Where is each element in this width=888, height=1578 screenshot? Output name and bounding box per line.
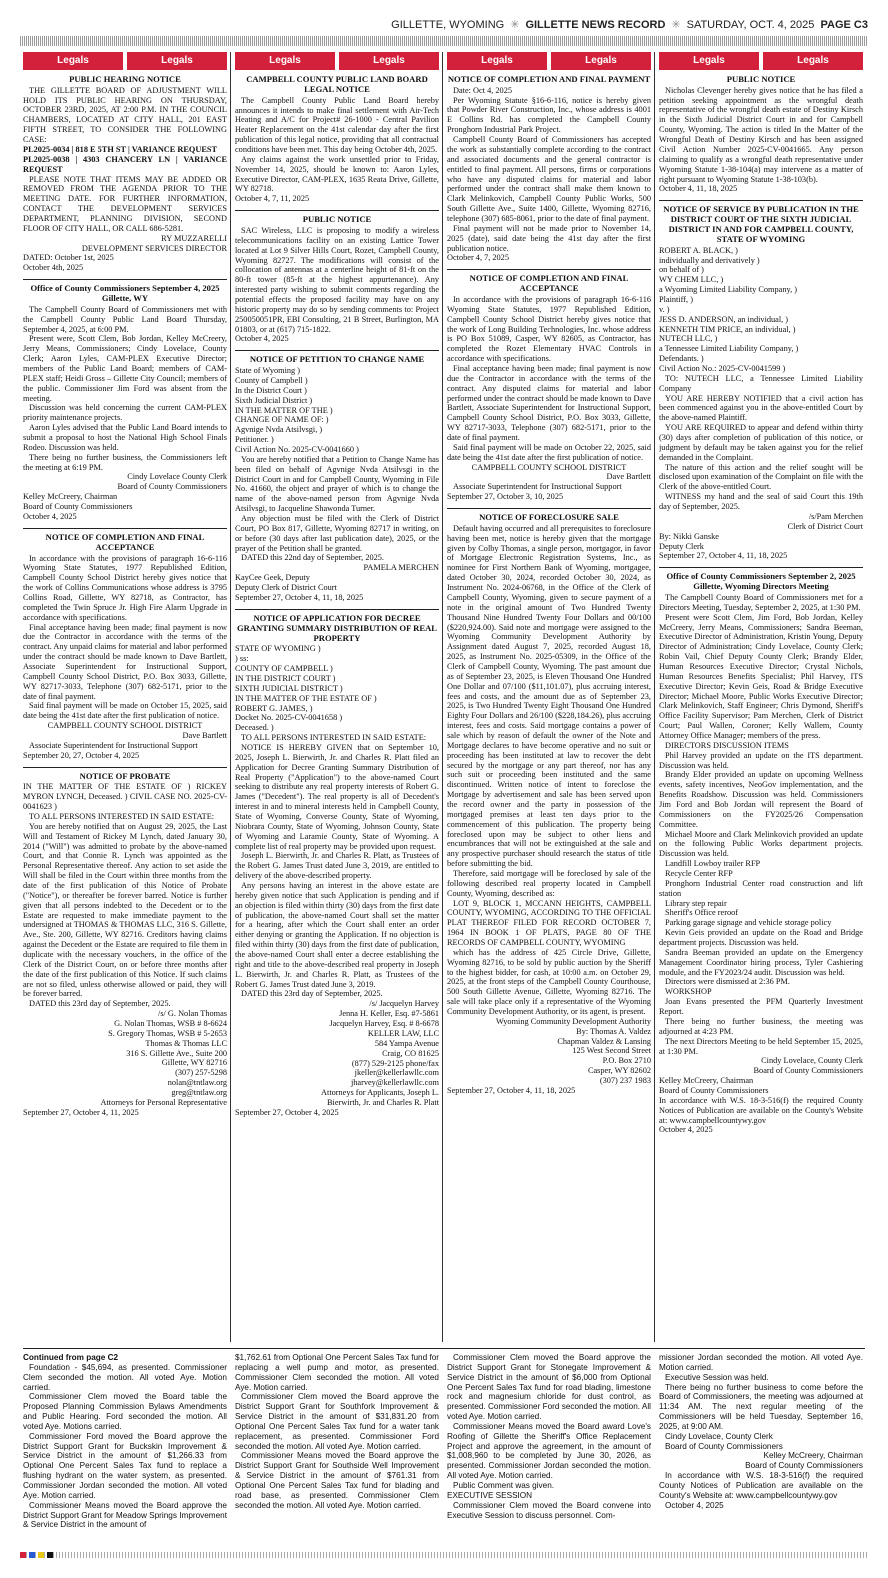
- notice-signature: Associate Superintendent for Instructional Support: [29, 740, 198, 750]
- notice-signature: Deputy Clerk of District Court: [235, 583, 337, 593]
- caption-line: JESS D. ANDERSON, an individual, ): [659, 314, 789, 324]
- minutes-paragraph: Executive Session was held.: [665, 1372, 769, 1382]
- notice-paragraph: PL2025-0038 | 4303 CHANCERY LN | VARIANCE REQUEST: [23, 154, 227, 174]
- notice-paragraph: Sandra Beeman provided an update on the Emergency Management Coordinator hiring process, Tyler Cashiering module, and the FY2023/24 audit. Discussion was held.: [659, 947, 863, 977]
- project-item: Pronghorn Industrial Center road construction and lift station: [659, 878, 863, 898]
- notice-paragraph: You are hereby notified that on August 29, 2025, the Last Will and Testament of Rickey M Lynch, dated January 30, 2014 ("Will") was admitted to probate by the above-named Court, and that Connie R. Lynch was appointed as the Personal Representative thereof. Any action to set aside the Will shall be filed in the Court within three months from the date of the first publication of this Notice of Probate ("Notice"), or thereafter be forever barred. Notice is further given that all persons indebted to the Decedent or to the Estate are requested to make immediate payment to the undersigned at THOMAS & THOMAS LLC, 316 S. Gillette, Ave., Ste. 200, Gillette, WY 82716. Creditors having claims against the Decedent or the Estate are required to file them in duplicate with the necessary vouchers, in the office of the Clerk of the District Court, on or before three months after the date of the first publication of this Notice. If such claims are not so filed, unless otherwise allowed or paid, they will be forever barred.: [23, 821, 227, 999]
- banner-label: Legals: [551, 52, 651, 70]
- signature-line: /s/ G. Nolan Thomas: [158, 1009, 227, 1019]
- project-item: Recycle Center RFP: [665, 869, 733, 879]
- banner-label: Legals: [763, 52, 863, 70]
- notice-paragraph: NOTICE IS HEREBY GIVEN that on September 10, 2025, Joseph L. Bierwirth, Jr. and Charles R. Platt filed an Application for Decree Granting Summary Distribution of Real Property ("Application") to the above-named Court seeking to distribute any real property interests of Robert G. James ("Decedent"). The real property is all of Decedent's interest in and to mineral interests held in Campbell County, State of Wyoming, Converse County, State of Wyoming, Niobrara County, State of Wyoming, Johnson County, State of Wyoming and Laramie County, State of Wyoming. A complete list of real property may be provided upon request.: [235, 743, 439, 851]
- caption-line: STATE OF WYOMING ): [235, 644, 321, 654]
- publication-dates: September 27, October 3, 10, 2025: [447, 492, 564, 502]
- banner-label: Legals: [23, 52, 123, 70]
- banner-label: Legals: [127, 52, 227, 70]
- signature-line: jkeller@kellerlawllc.com: [354, 1068, 439, 1078]
- caption-line: Deceased. ): [235, 723, 274, 733]
- notice-signature: DEVELOPMENT SERVICES DIRECTOR: [81, 243, 227, 253]
- signature-line: /s/ Jacquelyn Harvey: [369, 999, 439, 1009]
- publication-dates: September 27, October 4, 11, 18, 2025: [235, 592, 364, 602]
- minutes-paragraph: Foundation - $45,694, as presented. Commissioner Clem seconded the motion. All voted Aye. Motion carried.: [23, 1362, 227, 1392]
- sac-wireless-notice: [235, 215, 439, 344]
- notice-paragraph: Campbell County Board of Commissioners has accepted the work as substantially complete according to the contract and associated documents and the general contractor is entitled to final payment. All persons, firms or corporations who have any disputed claims for material and labor performed under the contract shall make them known to Clark Melinkovich, Campbell County Public Works, 500 South Gillette Ave., Suite 1400, Gillette, Wyoming 82716, telephone (307) 685-8061, prior to the date of final payment.: [447, 135, 651, 223]
- column-3: [447, 52, 651, 1342]
- notice-signature: Dave Bartlett: [606, 472, 651, 482]
- notice-title: PUBLIC NOTICE: [302, 214, 372, 225]
- column-4: [659, 52, 863, 1342]
- notice-title: NOTICE OF FORECLOSURE SALE: [479, 512, 619, 523]
- minutes-paragraph: Commissioner Means moved the Board approve the District Support Grant for Southside Well Improvement & Service District in the amount of $761.31 from Optional One Percent Sales Tax fund for blading and road base, as presented. Commissioner Clem seconded the motion. All voted Aye. Motion carried.: [235, 1451, 439, 1510]
- notice-divider: [235, 210, 439, 211]
- notice-title: NOTICE OF PETITION TO CHANGE NAME: [249, 354, 425, 365]
- caption-line: v. ): [659, 304, 670, 314]
- separator-icon: ✳: [510, 19, 520, 31]
- caption-line: WY CHEM LLC, ): [659, 275, 724, 285]
- notice-signature: KayCee Geek, Deputy: [235, 573, 310, 583]
- notice-paragraph: DATED this 23rd day of September, 2025.: [241, 989, 383, 999]
- caption-line: NUTECH LLC, ): [659, 334, 718, 344]
- publication-dates: September 27, October 4, 11, 18, 2025: [447, 1085, 576, 1095]
- notice-signature: /s/Pam Merchen: [808, 511, 863, 521]
- continued-minutes-section: [23, 1348, 865, 1546]
- signature-line: Craig, CO 81625: [382, 1048, 439, 1058]
- notice-title: NOTICE OF PROBATE: [79, 770, 171, 781]
- column-2: [235, 52, 439, 1342]
- directors-meeting-minutes: [659, 572, 863, 1135]
- publication-dates: October 4, 11, 18, 2025: [659, 184, 738, 194]
- signature-line: (877) 529-2125 phone/fax: [351, 1058, 439, 1068]
- notice-paragraph: Brandy Elder provided an update on upcoming Wellness events, safety incentives, NeoGov implementation, and the Benefits Roadshow. Discussion was held. Commissioners Jim Ford and Bob Jordan will represent the Board of Commissioners on the FY2025/26 Compensation Committee.: [659, 770, 863, 829]
- minutes-paragraph: Commissioner Means moved the Board award Love's Roofing of Gillette the Sheriff's Office Replacement Project and approve the agreement, in the amount of $1,008,960 to be completed by June 30, 2026, as presented. Commissioner Jordan seconded the motion. All voted Aye. Motion carried.: [447, 1421, 651, 1481]
- notice-signature: Deputy Clerk: [659, 541, 704, 551]
- bottom-column-4: [659, 1353, 863, 1543]
- banner-label: Legals: [235, 52, 335, 70]
- notice-paragraph: Any claims against the work unsettled prior to Friday, November 14, 2025, should be known to: Aaron Lyles, Executive Director, CAM-PLEX, 1635 Reata Drive, Gillette, WY 82718.: [235, 154, 439, 194]
- minutes-heading: EXECUTIVE SESSION: [447, 1490, 533, 1500]
- notice-paragraph: THE GILLETTE BOARD OF ADJUSTMENT WILL HOLD ITS PUBLIC HEARING ON THURSDAY, OCTOBER 23RD, 2025, AT 2:00 P.M. IN THE COUNCIL CHAMBERS, LOCATED AT CITY HALL, 201 EAST FIFTH STREET, TO CONSIDER THE FOLLOWING CASE:: [23, 85, 227, 145]
- public-land-board-notice: [235, 75, 439, 204]
- notice-signature: PAMELA MERCHEN: [363, 563, 439, 573]
- caption-line: In the District Court ): [235, 385, 307, 395]
- notice-paragraph: Present were, Scott Clem, Bob Jordan, Kelley McCreery, Jerry Means, Commissioners; Cindy Lovelace, County Clerk; Aaron Lyles, CAM-PLEX Executive Director; members of the Public Land Board; members of CAM-PLEX staff; Heidi Gross – Gillette City Council; members of the public. Commissioner Jim Ford was absent from the meeting.: [23, 334, 227, 403]
- header-paper: GILLETTE NEWS RECORD: [525, 19, 666, 31]
- signature-line: Casper, WY 82602: [587, 1066, 651, 1076]
- notice-paragraph: WITNESS my hand and the seal of said Court this 19th day of September, 2025.: [659, 492, 863, 512]
- signature-line: Jenna H. Keller, Esq. #7-5861: [339, 1009, 439, 1019]
- signature-line: Wyoming Community Development Authority: [495, 1016, 651, 1026]
- signature-line: (307) 257-5298: [175, 1068, 227, 1078]
- signature-line: Gillette, WY 82716: [161, 1058, 227, 1068]
- notice-divider: [23, 767, 227, 768]
- publication-dates: October 4th, 2025: [23, 263, 84, 273]
- caption-line: on behalf of ): [659, 265, 704, 275]
- notice-signature: Kelley McCreery, Chairman: [23, 492, 118, 502]
- notice-paragraph: Said final payment will be made on October 22, 2025, said date being the 41st date after the first publication of notice.: [447, 442, 651, 462]
- legals-banner: [447, 52, 651, 70]
- signature-line: 316 S. Gillette Ave., Suite 200: [126, 1048, 227, 1058]
- notice-paragraph: In accordance with the provisions of paragraph 16-6-116 Wyoming State Statutes, 1977 Republished Edition, Campbell County School District hereby gives notice that the work of Long Building Technologies, Inc. whose address is PO Box 51089, Casper, WY 82605, as Contractor, has completed the Rozet Elementary HVAC Controls in accordance with specifications.: [447, 294, 651, 364]
- publication-dates: September 27, October 4, 11, 2025: [23, 1107, 139, 1117]
- notice-paragraph: YOU ARE REQUIRED to appear and defend within thirty (30) days after completion of publication of this notice, or judgment by default may be taken against you for the relief demanded in the Complaint.: [659, 423, 863, 462]
- notice-title: Office of County Commissioners September 4, 2025 Gillette, WY: [30, 283, 220, 303]
- notice-paragraph: which has the address of 425 Circle Drive, Gillette, Wyoming 82716, to be sold by public auction by the Sheriff to the highest bidder, for cash, at 10:00 a.m. on October 29, 2025, at the front steps of the Campbell County Courthouse, 500 South Gillette Avenue, Gillette, Wyoming 82716. The sale will take place only if a representative of the Wyoming Community Development Authority, or its agent, is present.: [447, 947, 651, 1017]
- signature-line: Jacquelyn Harvey, Esq. # 8-6678: [329, 1019, 439, 1029]
- notice-paragraph: PL2025-0034 | 818 E 5TH ST | VARIANCE REQUEST: [23, 144, 218, 154]
- caption-line: individually and derivatively ): [659, 255, 760, 265]
- notice-date: Date: Oct 4, 2025: [453, 85, 512, 95]
- caption-line: a Wyoming Limited Liability Company, ): [659, 285, 797, 295]
- notice-dated: DATED: October 1st, 2025: [23, 253, 114, 263]
- notice-divider: [23, 528, 227, 529]
- notice-title: NOTICE OF SERVICE BY PUBLICATION IN THE DISTRICT COURT OF THE SIXTH JUDICIAL DISTRICT IN AND FOR CAMPBELL COUNTY, STATE OF WYOMING: [663, 204, 859, 244]
- summary-distribution-notice: [235, 614, 439, 1118]
- header-page: PAGE C3: [820, 19, 868, 31]
- publication-dates: October 4, 2025: [659, 1125, 713, 1135]
- minutes-paragraph: Commissioner Ford moved the Board approve the District Support Grant for Buckskin Improvement & Service District in the amount of $1,266.33 from Optional One Percent Sales Tax fund to replace a flushing hydrant on the water system, as presented. Commissioner Jordan seconded the motion. All voted Aye. Motion carried.: [23, 1431, 227, 1500]
- caption-line: IN THE MATTER OF THE ): [235, 405, 333, 415]
- notice-paragraph: Final acceptance having been made; final payment is now due the Contractor in accordance with the terms of the contract. Any unpaid claims for material and labor performed under the contract should be made known to Dave Bartlett, Associate Superintendent for Instructional Support, Campbell County School District, P.O. Box 3033, Gillette, WY 82717-3033, Telephone (307) 682-5171, prior to the date of final payment.: [23, 622, 227, 701]
- signature-line: Bierwirth, Jr. and Charles R. Platt: [327, 1097, 439, 1107]
- registration-swatch: [20, 1552, 26, 1558]
- minutes-signature: Board of County Commissioners: [665, 1441, 783, 1451]
- notice-paragraph: Final acceptance having been made; final payment is now due the Contractor in accordance with the terms of the contract. Any disputed claims for material and labor performed under the contract should be made known to Dave Bartlett, Associate Superintendent for Instructional Support, Campbell County School District, P.O. Box 3033, Gillette, WY 82717-3033, Telephone (307) 682-5171, prior to the date of final payment.: [447, 364, 651, 443]
- minutes-signature: Board of County Commissioners: [745, 1461, 863, 1471]
- project-item: Landfill Lowboy trailer RFP: [665, 859, 761, 869]
- signature-line: KELLER LAW, LLC: [367, 1028, 439, 1038]
- notice-paragraph: DATED this 23rd day of September, 2025.: [29, 999, 171, 1009]
- notice-signature: Board of County Commissioners: [23, 502, 133, 512]
- project-item: Sheriff's Office reroof: [665, 908, 739, 918]
- notice-title: NOTICE OF COMPLETION AND FINAL ACCEPTANCE: [469, 273, 629, 294]
- notice-paragraph: The next Directors Meeting to be held September 15, 2025, at 1:30 PM.: [659, 1036, 863, 1056]
- notice-paragraph: In accordance with the provisions of paragraph 16-6-116 Wyoming State Statutes, 1977 Republished Edition, Campbell County School District hereby gives notice that the work of Collins Communications whose address is 3795 Collins Road, Gillette, WY 82718, as Contractor, has completed the Twin Spruce Jr. High Fire Alarm Upgrade in accordance with specifications.: [23, 553, 227, 622]
- signature-line: jharvey@kellerlawllc.com: [350, 1078, 439, 1088]
- notice-paragraph: LOT 9, BLOCK 1, MCCANN HEIGHTS, CAMPBELL COUNTY, WYOMING, ACCORDING TO THE OFFICIAL PLAT THEREOF FILED FOR RECORD OCTOBER 7, 1964 IN BOOK 1 OF PLATS, PAGE 80 OF THE RECORDS OF CAMPBELL COUNTY, WYOMING: [447, 898, 651, 947]
- notice-divider: [447, 508, 651, 509]
- notice-paragraph: Any objection must be filed with the Clerk of District Court, PO Box 817, Gillette, Wyoming 82717 in writing, on or before (30 days after last publication date), 2025, or the prayer of the Petition shall be granted.: [235, 514, 439, 553]
- notice-paragraph: SAC Wireless, LLC is proposing to modify a wireless telecommunications facility on an existing Lattice Tower located at Lot 9 Silver Hills Court, Rozet, Campbell County, Wyoming 82727. The modifications will consist of the collocation of antennas at a centerline height of 81-ft on the 80-ft tower (85-ft at the highest appurtenance). Any interested party wishing to submit comments regarding the potential effects the proposed facility may have on any historic property may do so by sending comments to: Project 250050051PR, EBI Consulting, 21 B Street, Burlington, MA 01803, or at (617) 715-1822.: [235, 225, 439, 334]
- signature-line: Attorneys for Applicants, Joseph L.: [321, 1088, 439, 1098]
- notice-title: CAMPBELL COUNTY PUBLIC LAND BOARD LEGAL NOTICE: [246, 73, 428, 94]
- caption-line: ROBERT G. JAMES, ): [235, 703, 313, 713]
- caption-line: SIXTH JUDICIAL DISTRICT ): [235, 683, 343, 693]
- separator-icon: ✳: [671, 19, 681, 31]
- notice-signature: Kelley McCreery, Chairman: [659, 1076, 754, 1086]
- page-header: [20, 18, 868, 34]
- caption-line: IN THE MATTER OF THE ESTATE OF ): [235, 693, 377, 703]
- notice-divider: [235, 609, 439, 610]
- header-city: GILLETTE, WYOMING: [391, 19, 505, 31]
- column-divider: [442, 52, 443, 1342]
- minutes-paragraph: In accordance with W.S. 18-3-516(f) the required County Notices of Publication are available on the County's Website at: www.campbellcountywy.gov: [659, 1471, 863, 1500]
- continued-label: Continued from page C2: [23, 1353, 119, 1362]
- notice-title: PUBLIC NOTICE: [726, 73, 796, 84]
- foreclosure-notice: [447, 513, 651, 1096]
- footer-rule: [20, 1552, 868, 1558]
- name-change-notice: [235, 355, 439, 603]
- column-1: [23, 52, 227, 1342]
- column-divider: [230, 52, 231, 1342]
- notice-paragraph: There being no further business, the meeting was adjourned at 4:23 PM.: [659, 1016, 863, 1036]
- notice-paragraph: Directors were dismissed at 2:36 PM.: [665, 977, 790, 987]
- notice-signature: CAMPBELL COUNTY SCHOOL DISTRICT: [47, 721, 203, 731]
- caption-line: IN THE DISTRICT COURT ): [235, 673, 336, 683]
- notice-paragraph: The nature of this action and the relief sought will be disclosed upon examination of the Complaint on file with the Clerk of the above-entitled Court.: [659, 462, 863, 492]
- notice-signature: Dave Bartlett: [182, 730, 227, 740]
- notice-paragraph: The Campbell County Board of Commissioners met for a Directors Meeting, Tuesday, September 2, 2025, at 1:30 PM.: [659, 592, 863, 612]
- caption-line: Civil Action No. 2025-CV-0041660 ): [235, 445, 359, 455]
- signature-line: P.O. Box 2710: [602, 1056, 651, 1066]
- signature-line: G. Nolan Thomas, WSB # 8-6624: [114, 1019, 227, 1029]
- bottom-column-2: [235, 1353, 439, 1543]
- project-item: Library step repair: [665, 898, 727, 908]
- banner-label: Legals: [339, 52, 439, 70]
- notice-paragraph: Nicholas Clevenger hereby gives notice that he has filed a petition seeking appointment as the wrongful death representative of the wrongful death estate of Destiny Kirsch in the Sixth Judicial District Court in and for Campbell County, Wyoming. The action is titled In the Matter of the Wrongful Death of Destiny Kirsch and has been assigned Civil Action Number 2025-CV-0041665. Any person claiming to qualify as a wrongful death representative under Wyoming Statute 1-38-104(a) may intervene as a matter of right pursuant to Wyoming Statute 1-38-103(b).: [659, 85, 863, 184]
- caption-line: County of Campbell ): [235, 376, 308, 386]
- notice-signature: Board of County Commissioners: [659, 1085, 769, 1095]
- signature-line: (307) 237 1983: [599, 1076, 651, 1086]
- minutes-signature: Cindy Lovelace, County Clerk: [665, 1431, 773, 1441]
- notice-paragraph: Present were Scott Clem, Jim Ford, Bob Jordan, Kelley McCreery, Jerry Means, Commissioners; Sandra Beeman, Executive Director of Administration, Kristin Young, Deputy Director of Administration; Cindy Lovelace, County Clerk; Robin Vail, Chief Deputy County Clerk; Brandy Elder, Human Resources Executive Director; Crystal Nichols, Human Resources Benefits Specialist; Phil Harvey, ITS Executive Director; Kevin Geis, Road & Bridge Executive Director; Michael Moore, Public Works Executive Director; Clark Melinkovich, Staff Engineer; Chris Dymond, Sheriff's Office Facility Supervisor; Pam Merchen, Clerk of District Court; Paul Wallen, Coroner; Kelly Wallem, County Attorney Office Manager; members of the press.: [659, 612, 863, 740]
- notice-signature: CAMPBELL COUNTY SCHOOL DISTRICT: [471, 462, 627, 472]
- registration-swatch: [38, 1552, 44, 1558]
- notice-signature: Board of County Commissioners: [117, 482, 227, 492]
- notice-paragraph: TO ALL PERSONS INTERESTED IN SAID ESTATE:: [29, 812, 215, 821]
- caption-line: Petitioner. ): [235, 435, 274, 445]
- caption-line: CHANGE OF NAME OF: ): [235, 415, 329, 425]
- banner-label: Legals: [447, 52, 547, 70]
- signature-line: nolan@tntlaw.org: [167, 1078, 227, 1088]
- signature-line: 584 Yampa Avenue: [374, 1038, 439, 1048]
- minutes-paragraph: There being no further business to come before the Board of Commissioners, the meeting was adjourned at 11:34 AM. The next regular meeting of the Commissioners will be held Tuesday, September 16, 2025, at 9:00 AM.: [659, 1382, 863, 1431]
- legals-banner: [235, 52, 439, 70]
- caption-line: Docket No. 2025-CV-0041658 ): [235, 713, 343, 723]
- publication-dates: October 4, 2025: [23, 511, 77, 521]
- notice-paragraph: Default having occurred and all prerequisites to foreclosure having been met, notice is hereby given that the mortgage given by Colby Thomas, a single person, mortgagor, in favor of Mortgage Electronic Registration Systems, Inc., as nominee for First Northern Bank of Wyoming, mortgagee, dated October 30, 2024, recorded October 30, 2024, as Instrument No. 2024-06768, in the Office of the Clerk of Campbell County, Wyoming, given to secure payment of a note in the original amount of Two Hundred Twenty Thousand Nine Hundred Twenty Four Dollars and 00/100 ($220,924.00). Said note and mortgage were assigned to the Wyoming Community Development Authority by Assignment dated August 7, 2025, recorded August 18, 2025, as Instrument No. 2025-05309, in the Office of the Clerk of Campbell County, Wyoming. The past amount due as of September 23, 2025, is Eleven Thousand One Hundred One Dollar and 07/100 ($11,101.07), plus accruing interest, fees and costs, and the amount due as of September 23, 2025, is Two Hundred Twenty Eight Thousand One Hundred Eighty Four Dollars and 26/100 ($228,184.26), plus accruing interest, fees and costs. Said mortgage contains a power of sale which by reason of default the owner of the Note and Mortgage declares to have become operative and no suit or proceeding has been instituted at law to recover the debt secured by the mortgage or any part thereof, nor has any such suit or proceeding been instituted and the same discontinued. Written notice of intent to foreclose the Mortgage by advertisement and sale has been served upon the record owner and the party in possession of the mortgaged premises at least ten days prior to the commencement of this publication. The property being foreclosed upon may be subject to other liens and encumbrances that will not be extinguished at the sale and any prospective purchaser should research the status of title before submitting the bid.: [447, 523, 651, 869]
- notice-signature: Cindy Lovelace, County Clerk: [761, 1056, 863, 1066]
- notice-signature: Associate Superintendent for Instructional Support: [453, 482, 622, 492]
- notice-paragraph: Discussion was held concerning the current CAM-PLEX priority maintenance projects.: [23, 403, 227, 423]
- notice-paragraph: Joseph L. Bierwirth, Jr. and Charles R. Platt, as Trustees of the Robert G. James Trust dated June 3, 2019, are entitled to delivery of the above-described property.: [235, 851, 439, 881]
- header-date: SATURDAY, OCT. 4, 2025: [686, 19, 815, 31]
- banner-label: Legals: [659, 52, 759, 70]
- signature-line: Attorneys for Personal Representative: [100, 1097, 227, 1107]
- notice-paragraph: TO: NUTECH LLC, a Tennessee Limited Liability Company: [659, 373, 863, 393]
- notice-paragraph: YOU ARE HEREBY NOTIFIED that a civil action has been commenced against you in the above-entitled Court by the above-named Plaintiff.: [659, 393, 863, 423]
- completion-payment-notice: [447, 75, 651, 263]
- publication-dates: October 4, 7, 11, 2025: [235, 194, 310, 204]
- publication-dates: September 27, October 4, 2025: [235, 1107, 339, 1117]
- public-hearing-notice: [23, 75, 227, 273]
- caption-line: State of Wyoming ): [235, 366, 301, 376]
- notice-paragraph: WORKSHOP: [665, 987, 712, 997]
- notice-signature: By: Nikki Ganske: [659, 531, 719, 541]
- caption-line: KENNETH TIM PRICE, an individual, ): [659, 324, 796, 334]
- notice-paragraph: You are hereby notified that a Petition to Change Name has been filed on behalf of Agvnige Nvda Atsilvsgi in the District Court in and for Campbell County, Wyoming in File No. 41660, the object and prayer of which is to change the name of the above-named person from Agvnige Nvda Atsilvsgi, to Jacqueline Shawonda Turner.: [235, 454, 439, 514]
- signature-line: By: Thomas A. Valdez: [576, 1026, 651, 1036]
- minutes-paragraph: Commissioner Clem moved the Board table the Proposed Planning Commission Bylaws Amendments and Public Hearing. Ford seconded the motion. All voted Aye. Motions carried.: [23, 1392, 227, 1431]
- notice-title: NOTICE OF COMPLETION AND FINAL ACCEPTANCE: [45, 531, 205, 552]
- publication-dates: October 4, 2025: [665, 1500, 724, 1510]
- notice-paragraph: Final payment will not be made prior to November 14, 2025 (date), said date being the 41st day after the first publication notice.: [447, 223, 651, 253]
- minutes-paragraph: Public Comment was given.: [453, 1480, 555, 1490]
- header-rule: [20, 36, 868, 46]
- minutes-signature: Kelley McCreery, Chairman: [763, 1451, 863, 1461]
- notice-paragraph: DIRECTORS DISCUSSION ITEMS: [665, 740, 789, 750]
- notice-paragraph: The Campbell County Board of Commissioners met with the Campbell County Public Land Board Thursday, September 4, 2025, at 6:00 PM.: [23, 304, 227, 334]
- completion-acceptance-notice: [23, 533, 227, 761]
- completion-acceptance-notice: [447, 274, 651, 502]
- registration-swatch: [47, 1552, 53, 1558]
- caption-line: a Tennessee Limited Liability Company, ): [659, 344, 799, 354]
- publication-dates: September 27, October 4, 11, 18, 2025: [659, 551, 788, 561]
- notice-paragraph: Any persons having an interest in the above estate are hereby given notice that such Application is pending and if an objection is filed within thirty (30) days from the first date of publication, the above-named Court shall set the matter for a hearing, after which the Court shall enter an order either denying or granting the Application. If no objection is filed within thirty (30) days from the first date of publication, the above-named Court shall enter a decree establishing the right and title to the above-described real property in Joseph L. Bierwirth, Jr. and Charles R. Platt, as Trustees of the Robert G. James Trust dated June 3, 2019.: [235, 881, 439, 989]
- notice-divider: [235, 350, 439, 351]
- column-divider: [654, 52, 655, 1342]
- caption-line: Sixth Judicial District ): [235, 395, 313, 405]
- notice-paragraph: DATED this 22nd day of September, 2025.: [241, 553, 384, 563]
- minutes-paragraph: Commissioner Means moved the Board approve the District Support Grant for Meadow Springs Improvement & Service District in the amount of: [23, 1500, 227, 1530]
- notice-title: NOTICE OF APPLICATION FOR DECREE GRANTING SUMMARY DISTRIBUTION OF REAL PROPERTY: [236, 612, 438, 643]
- legals-banner: [23, 52, 227, 70]
- bottom-column-3: [447, 1353, 651, 1543]
- notice-divider: [23, 279, 227, 280]
- caption-line: ROBERT A. BLACK, ): [659, 245, 738, 255]
- notice-paragraph: The Campbell County Public Land Board hereby announces it intends to make final settlement with Air-Tech Heating and A/C for Project# 26-1000 - Central Pavilion Heater Replacement on the 41st calendar day after the first publication of this legal notice, providing that all contractual conditions have been met. This day being October 4th, 2025.: [235, 95, 439, 154]
- caption-line: Defendants. ): [659, 354, 704, 364]
- publication-dates: October 4, 2025: [235, 334, 289, 344]
- wrongful-death-notice: [659, 75, 863, 194]
- notice-paragraph: There being no further business, the Commissioners left the meeting at 6:19 PM.: [23, 452, 227, 472]
- probate-notice: [23, 772, 227, 1118]
- registration-swatch: [29, 1552, 35, 1558]
- case-caption: IN THE MATTER OF THE ESTATE OF ) RICKEY MYRON LYNCH, Deceased. ) CIVIL CASE NO. 2025-CV-0041623 ): [23, 782, 227, 812]
- publication-dates: September 20, 27, October 4, 2025: [23, 750, 140, 760]
- signature-line: Thomas & Thomas LLC: [145, 1038, 227, 1048]
- notice-title: Office of County Commissioners September 2, 2025 Gillette, Wyoming Directors Meeting: [666, 571, 856, 592]
- notice-paragraph: PLEASE NOTE THAT ITEMS MAY BE ADDED OR REMOVED FROM THE AGENDA PRIOR TO THE MEETING DATE. FOR FURTHER INFORMATION, CONTACT THE DEVELOPMENT SERVICES DEPARTMENT, PLANNING DIVISION, SECOND FLOOR OF CITY HALL, OR CALL 686-5281.: [23, 174, 227, 233]
- notice-title: NOTICE OF COMPLETION AND FINAL PAYMENT: [447, 73, 651, 84]
- caption-line: ) ss:: [235, 654, 249, 664]
- minutes-paragraph: missioner Jordan seconded the motion. All voted Aye. Motion carried.: [659, 1353, 863, 1372]
- caption-line: COUNTY OF CAMPBELL ): [235, 664, 333, 674]
- notice-paragraph: TO ALL PERSONS INTERESTED IN SAID ESTATE:: [241, 733, 427, 743]
- notice-paragraph: Aaron Lyles advised that the Public Land Board intends to submit a proposal to host the National High School Finals Rodeo. Discussion was held.: [23, 423, 227, 452]
- legals-banner: [659, 52, 863, 70]
- notice-signature: Cindy Lovelace County Clerk: [127, 472, 227, 482]
- signature-line: S. Gregory Thomas, WSB # 5-2653: [108, 1028, 227, 1038]
- notice-signature: Clerk of District Court: [787, 521, 863, 531]
- notice-paragraph: Said final payment will be made on October 15, 2025, said date being the 41st date after the first publication of notice.: [23, 701, 227, 721]
- notice-paragraph: Kevin Geis provided an update on the Road and Bridge department projects. Discussion was held.: [659, 928, 863, 948]
- bottom-column-1: [23, 1353, 227, 1543]
- notice-signature: RY MUZZARELLI: [161, 233, 227, 243]
- signature-line: greg@tntlaw.org: [171, 1088, 227, 1098]
- minutes-paragraph: $1,762.61 from Optional One Percent Sales Tax fund for replacing a well pump and motor, as presented. Commissioner Clem seconded the motion. All voted Aye. Motion carried.: [235, 1353, 439, 1392]
- notice-paragraph: Joan Evans presented the PFM Quarterly Investment Report.: [659, 997, 863, 1017]
- publication-dates: October 4, 7, 2025: [447, 253, 509, 263]
- caption-line: Plaintiff, ): [659, 295, 693, 305]
- caption-line: Agvnige Nvda Atsilvsgi, ): [235, 425, 323, 435]
- signature-line: Chapman Valdez & Lansing: [557, 1036, 651, 1046]
- notice-signature: Board of County Commissioners: [753, 1066, 863, 1076]
- notice-paragraph: Therefore, said mortgage will be foreclosed by sale of the following described real property located in Campbell County, Wyoming, described as:: [447, 868, 651, 898]
- minutes-paragraph: Commissioner Clem moved the Board approve the District Support Grant for Stonegate Improvement & Service District in the amount of $6,000 from Optional One Percent Sales Tax fund for road blading, limestone rock and magnesium chloride for dust control, as presented. Commissioner Ford seconded the motion. All voted Aye. Motion carried.: [447, 1353, 651, 1422]
- service-by-publication-notice: [659, 205, 863, 561]
- caption-line: Civil Action No.: 2025-CV-0041599 ): [659, 364, 786, 374]
- commissioners-minutes-notice: [23, 284, 227, 522]
- legals-columns: [23, 52, 865, 1342]
- signature-line: 125 West Second Street: [572, 1046, 651, 1056]
- notice-divider: [447, 269, 651, 270]
- minutes-paragraph: Commissioner Clem moved the Board convene into Executive Session to discuss personnel. Com-: [447, 1500, 651, 1520]
- notice-paragraph: Phil Harvey provided an update on the ITS department. Discussion was held.: [659, 750, 863, 770]
- notice-divider: [659, 200, 863, 201]
- notice-paragraph: Parking garage signage and vehicle storage policy: [665, 918, 832, 928]
- notice-paragraph: Per Wyoming Statute §16-6-116, notice is hereby given that Powder River Construction, Inc., whose address is 4001 E Collins Rd. has completed the Campbell County Pronghorn Industrial Park Project.: [447, 95, 651, 135]
- notice-divider: [659, 567, 863, 568]
- minutes-paragraph: Commissioner Clem moved the Board approve the District Support Grant for Southfork Improvement & Service District in the amount of $31,831.20 from Optional One Percent Sales Tax fund for a water tank replacement, as presented. Commissioner Ford seconded the motion. All voted Aye. Motion carried.: [235, 1392, 439, 1451]
- notice-paragraph: In accordance with W.S. 18-3-516(f) the required County Notices of Publication are available on the County's Website at: www.campbellcountywy.gov: [659, 1095, 863, 1125]
- color-registration-marks: [20, 1552, 53, 1558]
- notice-title: PUBLIC HEARING NOTICE: [69, 73, 181, 84]
- notice-paragraph: Michael Moore and Clark Melinkovich provided an update on the following Public Works department projects. Discussion was held.: [659, 829, 863, 859]
